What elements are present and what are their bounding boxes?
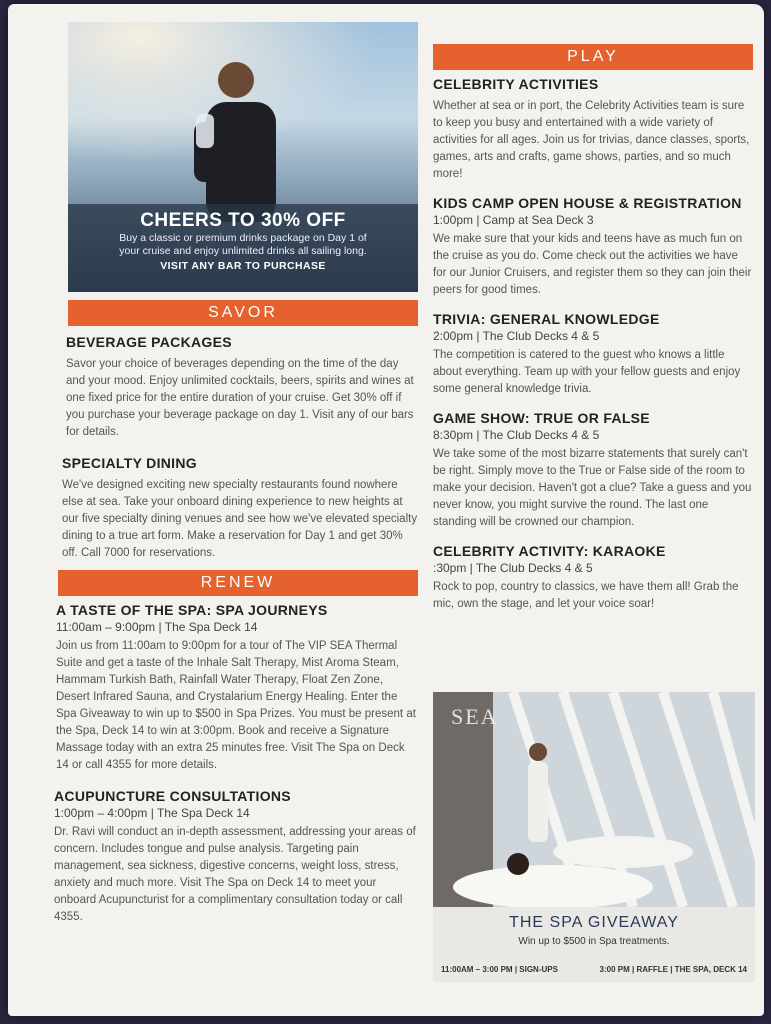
beverage-body: Savor your choice of beverages depending on the time of the day and your mood. Enjoy unlimited cocktails, beers, spirits and wines at one fixed price for the entire duration of your cruise. Get 30% off if you purchase your beverage package on day 1. Visit any of our bars for details. — [66, 358, 414, 438]
flyer-page — [8, 4, 764, 1016]
kids-camp-title: KIDS CAMP OPEN HOUSE & REGISTRATION — [433, 195, 742, 211]
acupuncture-body: Dr. Ravi will conduct an in-depth assessment, addressing your areas of concern. Includes tongue and pulse analysis. Targeting pain management, sea sickness, digestive concerns, weight loss, stress, anxiety and much more. Visit The Spa on Deck 14 to meet your onboard Acupuncturist for a complimentary consultation today or call 4355. — [54, 826, 416, 923]
promo-overlay — [68, 204, 418, 292]
promo-headline: CHEERS TO 30% OFF — [140, 210, 346, 231]
game-show-body: We take some of the most bizarre statements that surely can't be right. Simply move to the True or False side of the room to make your decision. Haven't got a clue? Take a guess and you never know, you might survive the round. The last one standing will be crowned our champion. — [433, 448, 752, 528]
spa-ad-signups: 11:00AM – 3:00 PM | SIGN-UPS — [441, 965, 558, 974]
beverage-section — [66, 334, 418, 441]
spa-ad-title: THE SPA GIVEAWAY — [509, 914, 679, 931]
acupuncture-meta: 1:00pm – 4:00pm | The Spa Deck 14 — [54, 806, 250, 820]
spa-ad-raffle: 3:00 PM | RAFFLE | THE SPA, DECK 14 — [599, 965, 747, 974]
dining-title: SPECIALTY DINING — [62, 455, 197, 471]
trivia-meta: 2:00pm | The Club Decks 4 & 5 — [433, 329, 600, 343]
spa-journeys-section — [56, 602, 418, 774]
sea-logo: SEA — [451, 704, 499, 729]
trivia-body: The competition is catered to the guest who knows a little about everything. Team up with your fellow guests and enjoy some general knowledge trivia. — [433, 349, 741, 395]
promo-line-2: your cruise and enjoy unlimited drinks all sailing long. — [119, 245, 367, 257]
game-show-title: GAME SHOW: TRUE OR FALSE — [433, 410, 650, 426]
spa-ad-caption — [433, 914, 755, 947]
acupuncture-section — [54, 788, 418, 926]
kids-camp-body: We make sure that your kids and teens have as much fun on the cruise as you do. Come check out the activities we have for our Junior Cruisers, and register them so they can join their peers for good times. — [433, 233, 752, 296]
spa-ad-subtitle: Win up to $500 in Spa treatments. — [518, 936, 670, 947]
right-column — [433, 44, 753, 613]
activities-section — [433, 76, 753, 183]
dining-section — [62, 455, 418, 562]
kids-camp-meta: 1:00pm | Camp at Sea Deck 3 — [433, 213, 594, 227]
spa-journeys-meta: 11:00am – 9:00pm | The Spa Deck 14 — [56, 620, 258, 634]
karaoke-section — [433, 543, 753, 613]
spa-ad-footer — [441, 965, 747, 974]
spa-giveaway-ad — [433, 692, 755, 982]
beverage-title: BEVERAGE PACKAGES — [66, 334, 232, 350]
savor-banner: SAVOR — [68, 300, 418, 326]
spa-journeys-title: A TASTE OF THE SPA: SPA JOURNEYS — [56, 602, 328, 618]
renew-banner: RENEW — [58, 570, 418, 596]
game-show-section — [433, 410, 753, 531]
left-column — [48, 22, 418, 926]
drinks-promo-image — [68, 22, 418, 292]
acupuncture-title: ACUPUNCTURE CONSULTATIONS — [54, 788, 291, 804]
game-show-meta: 8:30pm | The Club Decks 4 & 5 — [433, 428, 600, 442]
spa-journeys-body: Join us from 11:00am to 9:00pm for a tour of The VIP SEA Thermal Suite and get a taste of the Inhale Salt Therapy, Mist Aroma Steam, Hammam Turkish Bath, Rainfall Water Therapy, Float Zen Zone, Desert Infrared Sauna, and Crystalarium Energy Healing. Enter the Spa Giveaway to win up to $500 in Spa Prizes. You must be present at the Spa, Deck 14 to win at 3:00pm. Book and receive a Signature Massage today with an extra 25 minutes free. Visit The Spa on Deck 14 or call 4355 for more details. — [56, 640, 416, 771]
promo-line-1: Buy a classic or premium drinks package on Day 1 of — [119, 232, 367, 244]
trivia-title: TRIVIA: GENERAL KNOWLEDGE — [433, 311, 660, 327]
play-banner: PLAY — [433, 44, 753, 70]
bartender-illustration — [156, 52, 306, 222]
activities-body: Whether at sea or in port, the Celebrity Activities team is sure to keep you busy and entertained with a wide variety of activities for all ages. Join us for trivias, dance classes, sports, games, arts and crafts, game shows, parties, and so much more! — [433, 100, 750, 180]
karaoke-title: CELEBRITY ACTIVITY: KARAOKE — [433, 543, 666, 559]
activities-title: CELEBRITY ACTIVITIES — [433, 76, 599, 92]
trivia-section — [433, 311, 753, 398]
karaoke-meta: :30pm | The Club Decks 4 & 5 — [433, 561, 593, 575]
kids-camp-section — [433, 195, 753, 299]
karaoke-body: Rock to pop, country to classics, we have them all! Grab the mic, own the stage, and let your voice soar! — [433, 581, 739, 610]
dining-body: We've designed exciting new specialty restaurants found nowhere else at sea. Take your onboard dining experience to new heights at our five specialty dining venues and see how we've elevated specialty dining to a true art form. Make a reservation for Day 1 and get 30% off. Call 7000 for reservations. — [62, 479, 418, 559]
promo-cta: VISIT ANY BAR TO PURCHASE — [160, 260, 326, 272]
